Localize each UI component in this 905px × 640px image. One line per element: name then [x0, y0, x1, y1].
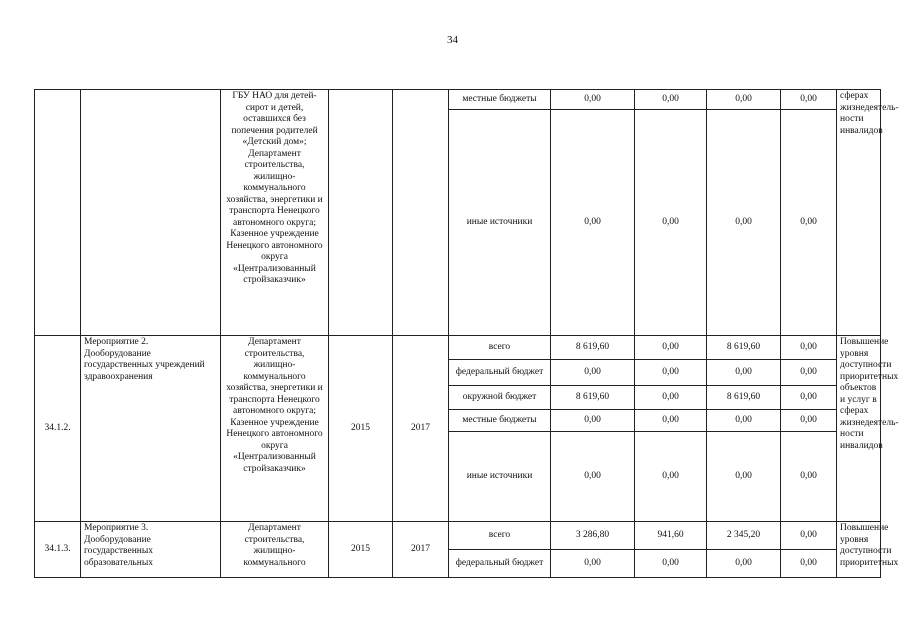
value-2015: 0,00 — [635, 90, 707, 110]
value-total: 8 619,60 — [551, 336, 635, 360]
value-2017: 0,00 — [781, 360, 837, 386]
value-2016: 0,00 — [707, 550, 781, 578]
value-2015: 941,60 — [635, 522, 707, 550]
value-total: 0,00 — [551, 410, 635, 432]
value-2017: 0,00 — [781, 410, 837, 432]
value-2016: 0,00 — [707, 360, 781, 386]
end-year-cell — [393, 90, 449, 336]
value-total: 0,00 — [551, 550, 635, 578]
value-total: 0,00 — [551, 110, 635, 336]
value-2016: 8 619,60 — [707, 386, 781, 410]
value-2017: 0,00 — [781, 90, 837, 110]
value-2017: 0,00 — [781, 522, 837, 550]
value-2015: 0,00 — [635, 432, 707, 522]
start-year-cell: 2015 — [329, 336, 393, 522]
value-2016: 2 345,20 — [707, 522, 781, 550]
source-label: всего — [449, 336, 551, 360]
value-2017: 0,00 — [781, 110, 837, 336]
value-2017: 0,00 — [781, 386, 837, 410]
value-2015: 0,00 — [635, 550, 707, 578]
value-total: 0,00 — [551, 90, 635, 110]
table-row — [35, 522, 881, 550]
page-number: 34 — [447, 34, 458, 46]
source-label: иные источники — [449, 432, 551, 522]
source-label: местные бюджеты — [449, 90, 551, 110]
value-2016: 0,00 — [707, 432, 781, 522]
table-row — [35, 336, 881, 360]
table-row — [35, 90, 881, 110]
value-2015: 0,00 — [635, 360, 707, 386]
value-total: 0,00 — [551, 360, 635, 386]
source-label: иные источники — [449, 110, 551, 336]
value-2017: 0,00 — [781, 550, 837, 578]
start-year-cell — [329, 90, 393, 336]
end-year-cell: 2017 — [393, 522, 449, 578]
value-2016: 0,00 — [707, 410, 781, 432]
source-label: федеральный бюджет — [449, 550, 551, 578]
executor-cell: Департамент строительства, жилищно-коммунального хозяйства, энергетики и транспорта Ненецкого автономного округа; Казенное учреждение Ненецкого автономного округа «Централизованный стройзаказчик» — [221, 336, 329, 522]
program-table — [34, 89, 899, 578]
value-2015: 0,00 — [635, 386, 707, 410]
value-total: 3 286,80 — [551, 522, 635, 550]
name-cell: Мероприятие 3. Дооборудование государственных образовательных — [81, 522, 221, 578]
source-label: всего — [449, 522, 551, 550]
value-2017: 0,00 — [781, 336, 837, 360]
value-2015: 0,00 — [635, 110, 707, 336]
number-cell — [35, 90, 81, 336]
value-2015: 0,00 — [635, 410, 707, 432]
executor-cell: ГБУ НАО для детей-сирот и детей, оставшихся без попечения родителей «Детский дом»; Департамент строительства, жилищно-коммунального хозяйства, энергетики и транспорта Ненецкого автономного округа; Казенное учреждение Ненецкого автономного округа «Централизованный стройзаказчик» — [221, 90, 329, 336]
value-2015: 0,00 — [635, 336, 707, 360]
source-label: федеральный бюджет — [449, 360, 551, 386]
start-year-cell: 2015 — [329, 522, 393, 578]
value-2017: 0,00 — [781, 432, 837, 522]
executor-cell: Департамент строительства, жилищно-коммунального — [221, 522, 329, 578]
result-cell: сферах жизнедеятель-ности инвалидов — [837, 90, 881, 336]
number-cell: 34.1.2. — [35, 336, 81, 522]
value-2016: 8 619,60 — [707, 336, 781, 360]
result-cell: Повышение уровня доступности приоритетных объектов и услуг в сферах жизнедеятель-ности инвалидов — [837, 336, 881, 522]
value-total: 8 619,60 — [551, 386, 635, 410]
source-label: окружной бюджет — [449, 386, 551, 410]
name-cell: Мероприятие 2. Дооборудование государственных учреждений здравоохранения — [81, 336, 221, 522]
source-label: местные бюджеты — [449, 410, 551, 432]
result-cell: Повышение уровня доступности приоритетных — [837, 522, 881, 578]
end-year-cell: 2017 — [393, 336, 449, 522]
value-2016: 0,00 — [707, 110, 781, 336]
value-total: 0,00 — [551, 432, 635, 522]
value-2016: 0,00 — [707, 90, 781, 110]
name-cell — [81, 90, 221, 336]
number-cell: 34.1.3. — [35, 522, 81, 578]
